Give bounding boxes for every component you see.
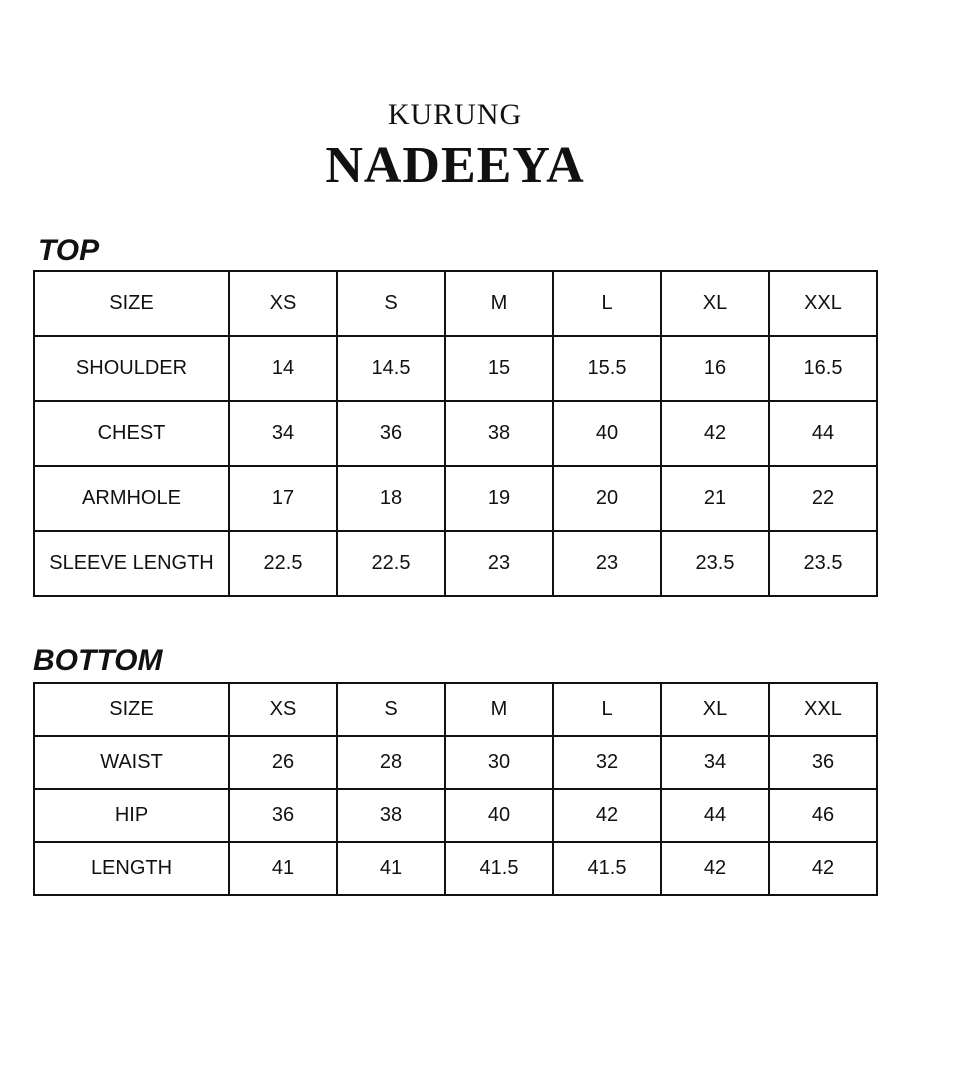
table-row — [34, 842, 877, 895]
measurement-value-cell: 30 — [445, 736, 553, 789]
measurement-value-cell: 34 — [229, 401, 337, 466]
table-row — [34, 531, 877, 596]
measurement-label-cell: SLEEVE LENGTH — [34, 531, 229, 596]
measurement-value-cell: 36 — [229, 789, 337, 842]
measurement-value-cell: 42 — [661, 401, 769, 466]
brand-title: NADEEYA — [325, 137, 585, 194]
measurement-value-cell: 28 — [337, 736, 445, 789]
header-label-cell: SIZE — [34, 271, 229, 336]
measurement-value-cell: 41 — [337, 842, 445, 895]
measurement-value-cell: 16.5 — [769, 336, 877, 401]
measurement-value-cell: 23.5 — [769, 531, 877, 596]
measurement-value-cell: 22 — [769, 466, 877, 531]
table-row — [34, 466, 877, 531]
measurement-value-cell: 18 — [337, 466, 445, 531]
size-header-cell: XS — [229, 271, 337, 336]
measurement-value-cell: 42 — [769, 842, 877, 895]
table-row — [34, 401, 877, 466]
measurement-value-cell: 22.5 — [229, 531, 337, 596]
bottom-header-row — [34, 683, 877, 736]
size-header-cell: S — [337, 683, 445, 736]
size-header-cell: XL — [661, 683, 769, 736]
measurement-value-cell: 36 — [337, 401, 445, 466]
measurement-value-cell: 15 — [445, 336, 553, 401]
measurement-value-cell: 46 — [769, 789, 877, 842]
measurement-value-cell: 40 — [553, 401, 661, 466]
size-header-cell: M — [445, 271, 553, 336]
measurement-label-cell: LENGTH — [34, 842, 229, 895]
measurement-value-cell: 36 — [769, 736, 877, 789]
measurement-value-cell: 34 — [661, 736, 769, 789]
measurement-value-cell: 19 — [445, 466, 553, 531]
measurement-value-cell: 15.5 — [553, 336, 661, 401]
header-label-cell: SIZE — [34, 683, 229, 736]
measurement-value-cell: 44 — [661, 789, 769, 842]
measurement-value-cell: 22.5 — [337, 531, 445, 596]
measurement-value-cell: 38 — [445, 401, 553, 466]
measurement-label-cell: CHEST — [34, 401, 229, 466]
measurement-label-cell: HIP — [34, 789, 229, 842]
measurement-value-cell: 14 — [229, 336, 337, 401]
measurement-value-cell: 42 — [661, 842, 769, 895]
bottom-section-title: BOTTOM — [33, 644, 163, 677]
table-row — [34, 336, 877, 401]
measurement-value-cell: 40 — [445, 789, 553, 842]
measurement-value-cell: 44 — [769, 401, 877, 466]
size-header-cell: XS — [229, 683, 337, 736]
table-row — [34, 789, 877, 842]
size-header-cell: S — [337, 271, 445, 336]
top-header-row — [34, 271, 877, 336]
measurement-value-cell: 32 — [553, 736, 661, 789]
measurement-value-cell: 38 — [337, 789, 445, 842]
measurement-value-cell: 26 — [229, 736, 337, 789]
measurement-value-cell: 16 — [661, 336, 769, 401]
measurement-value-cell: 17 — [229, 466, 337, 531]
measurement-label-cell: ARMHOLE — [34, 466, 229, 531]
size-header-cell: M — [445, 683, 553, 736]
measurement-value-cell: 41 — [229, 842, 337, 895]
measurement-value-cell: 23 — [445, 531, 553, 596]
measurement-value-cell: 23 — [553, 531, 661, 596]
measurement-value-cell: 41.5 — [445, 842, 553, 895]
top-size-table — [33, 270, 878, 597]
measurement-value-cell: 21 — [661, 466, 769, 531]
bottom-table-body — [34, 683, 877, 895]
measurement-value-cell: 14.5 — [337, 336, 445, 401]
size-header-cell: XXL — [769, 683, 877, 736]
bottom-size-table — [33, 682, 878, 896]
measurement-label-cell: SHOULDER — [34, 336, 229, 401]
table-row — [34, 736, 877, 789]
top-section-title: TOP — [38, 234, 100, 267]
size-header-cell: L — [553, 683, 661, 736]
top-table-body — [34, 271, 877, 596]
measurement-label-cell: WAIST — [34, 736, 229, 789]
size-header-cell: XXL — [769, 271, 877, 336]
measurement-value-cell: 42 — [553, 789, 661, 842]
measurement-value-cell: 23.5 — [661, 531, 769, 596]
size-header-cell: L — [553, 271, 661, 336]
brand-subtitle: KURUNG — [387, 98, 523, 131]
measurement-value-cell: 41.5 — [553, 842, 661, 895]
size-header-cell: XL — [661, 271, 769, 336]
measurement-value-cell: 20 — [553, 466, 661, 531]
